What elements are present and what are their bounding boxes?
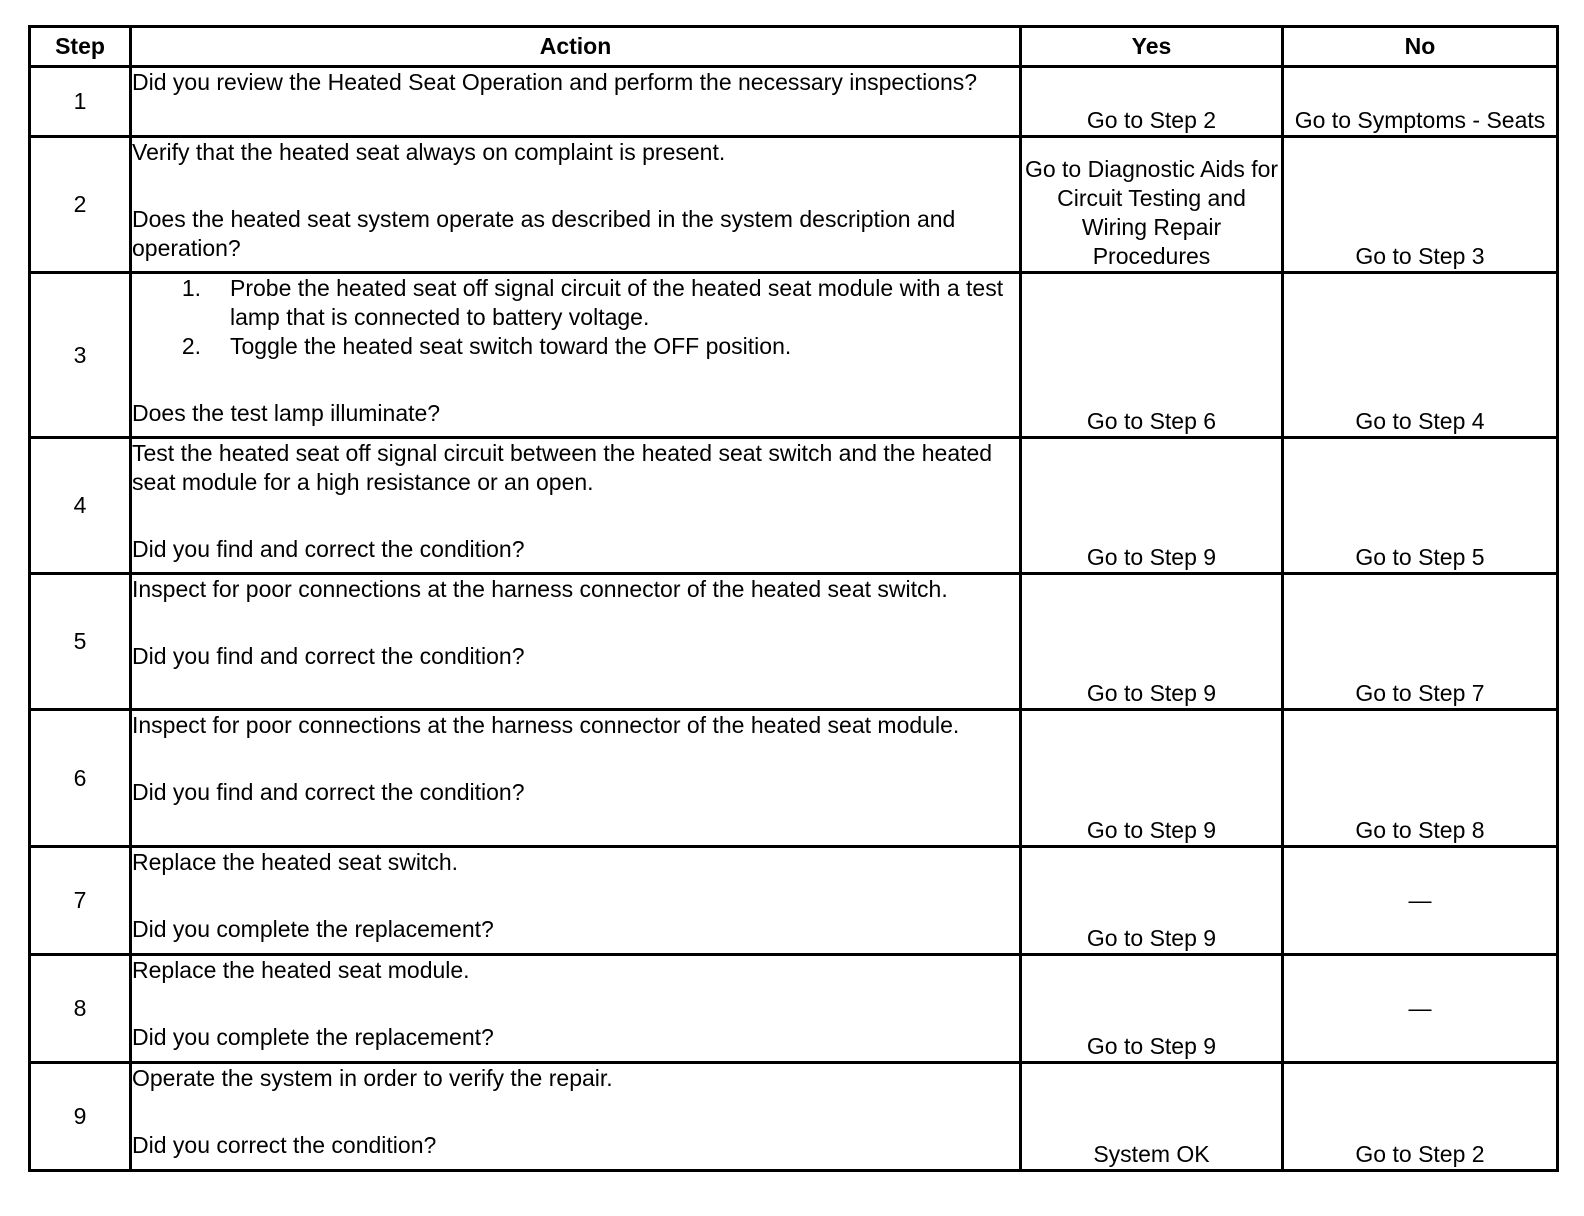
list-item xyxy=(132,274,1019,332)
action-text: Test the heated seat off signal circuit between the heated seat switch and the heated seat module for a high resistance or an open. xyxy=(132,440,993,495)
list-item-number: 2. xyxy=(181,333,201,359)
yes-cell: Go to Step 6 xyxy=(1021,273,1283,438)
spacer xyxy=(132,604,1019,642)
action-question: Did you find and correct the condition? xyxy=(132,536,525,562)
spacer xyxy=(132,497,1019,535)
table-row xyxy=(30,273,1558,438)
action-list xyxy=(132,274,1019,361)
yes-cell: Go to Diagnostic Aids for Circuit Testing and Wiring Repair Procedures xyxy=(1021,137,1283,273)
header-yes: Yes xyxy=(1021,27,1283,67)
yes-cell: Go to Step 9 xyxy=(1021,847,1283,955)
action-question: Did you correct the condition? xyxy=(132,1132,437,1158)
action-cell xyxy=(131,1063,1021,1171)
spacer xyxy=(132,167,1019,205)
list-item-number: 1. xyxy=(181,275,201,301)
action-text: Verify that the heated seat always on complaint is present. xyxy=(132,139,726,165)
action-text: Replace the heated seat switch. xyxy=(132,849,459,875)
list-item xyxy=(132,332,1019,361)
action-cell xyxy=(131,137,1021,273)
header-no: No xyxy=(1283,27,1558,67)
no-cell: Go to Step 8 xyxy=(1283,710,1558,847)
step-number: 9 xyxy=(30,1063,131,1171)
action-question: Did you find and correct the condition? xyxy=(132,779,525,805)
yes-cell: Go to Step 9 xyxy=(1021,438,1283,574)
diagnostic-table xyxy=(28,25,1559,1172)
table-row xyxy=(30,955,1558,1063)
action-text: Inspect for poor connections at the harness connector of the heated seat switch. xyxy=(132,576,948,602)
step-number: 5 xyxy=(30,574,131,710)
table-row xyxy=(30,137,1558,273)
action-cell xyxy=(131,710,1021,847)
table-row xyxy=(30,1063,1558,1171)
yes-cell: Go to Step 9 xyxy=(1021,710,1283,847)
table-row xyxy=(30,438,1558,574)
spacer xyxy=(132,985,1019,1023)
table-row xyxy=(30,710,1558,847)
header-step: Step xyxy=(30,27,131,67)
step-number: 8 xyxy=(30,955,131,1063)
no-cell: Go to Step 2 xyxy=(1283,1063,1558,1171)
action-question: Does the test lamp illuminate? xyxy=(132,400,441,426)
step-number: 7 xyxy=(30,847,131,955)
no-cell: Go to Symptoms - Seats xyxy=(1283,67,1558,137)
step-number: 1 xyxy=(30,67,131,137)
step-number: 6 xyxy=(30,710,131,847)
yes-cell: Go to Step 2 xyxy=(1021,67,1283,137)
yes-cell: Go to Step 9 xyxy=(1021,955,1283,1063)
header-action: Action xyxy=(131,27,1021,67)
step-number: 3 xyxy=(30,273,131,438)
yes-cell: System OK xyxy=(1021,1063,1283,1171)
spacer xyxy=(132,877,1019,915)
no-cell: Go to Step 3 xyxy=(1283,137,1558,273)
action-question: Did you find and correct the condition? xyxy=(132,643,525,669)
no-cell: Go to Step 4 xyxy=(1283,273,1558,438)
action-cell xyxy=(131,67,1021,137)
action-text: Did you review the Heated Seat Operation and perform the necessary inspections? xyxy=(132,69,978,95)
action-cell xyxy=(131,574,1021,710)
action-question: Does the heated seat system operate as described in the system description and operation? xyxy=(132,206,956,261)
no-cell: — xyxy=(1283,955,1558,1063)
action-cell xyxy=(131,273,1021,438)
yes-cell: Go to Step 9 xyxy=(1021,574,1283,710)
action-cell xyxy=(131,955,1021,1063)
action-text: Inspect for poor connections at the harness connector of the heated seat module. xyxy=(132,712,960,738)
no-cell: Go to Step 5 xyxy=(1283,438,1558,574)
no-cell: — xyxy=(1283,847,1558,955)
action-text: Operate the system in order to verify the repair. xyxy=(132,1065,613,1091)
table-row xyxy=(30,847,1558,955)
table-row xyxy=(30,574,1558,710)
list-item-text: Toggle the heated seat switch toward the OFF position. xyxy=(230,333,792,359)
action-question: Did you complete the replacement? xyxy=(132,916,494,942)
spacer xyxy=(132,361,1019,399)
step-number: 4 xyxy=(30,438,131,574)
table-row xyxy=(30,67,1558,137)
action-text: Replace the heated seat module. xyxy=(132,957,470,983)
list-item-text: Probe the heated seat off signal circuit of the heated seat module with a test lamp that is connected to battery voltage. xyxy=(230,275,1004,330)
no-cell: Go to Step 7 xyxy=(1283,574,1558,710)
step-number: 2 xyxy=(30,137,131,273)
spacer xyxy=(132,1093,1019,1131)
action-cell xyxy=(131,847,1021,955)
spacer xyxy=(132,740,1019,778)
action-cell xyxy=(131,438,1021,574)
action-question: Did you complete the replacement? xyxy=(132,1024,494,1050)
header-row xyxy=(30,27,1558,67)
